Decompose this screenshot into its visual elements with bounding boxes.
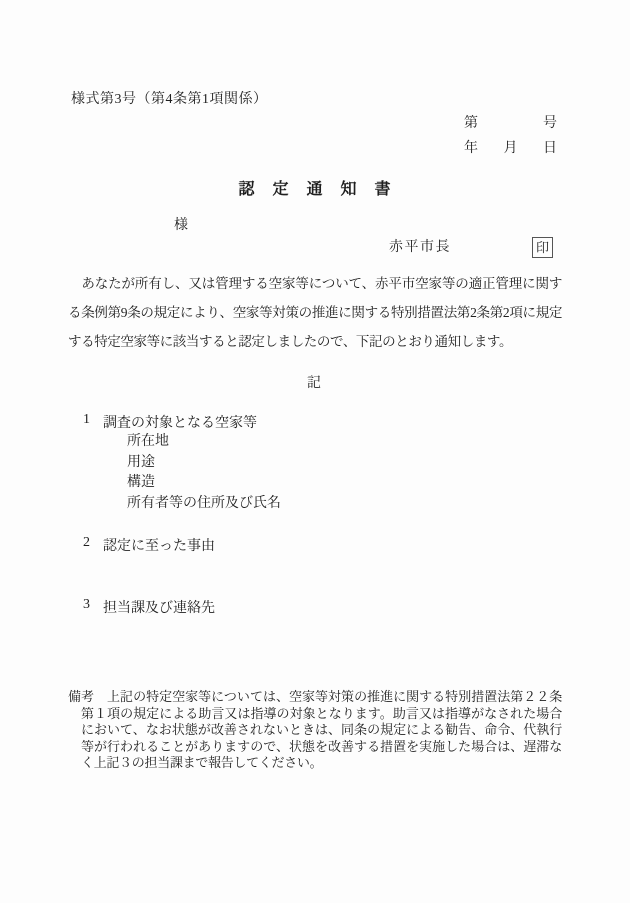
subitem-use: 用途 — [127, 454, 155, 470]
sender-name: 赤平市長 — [389, 240, 451, 255]
document-title: 認 定 通 知 書 — [238, 181, 392, 198]
subitem-structure: 構造 — [127, 475, 155, 490]
date-year-label: 年 — [464, 141, 478, 156]
item-2-label: 認定に至った事由 — [103, 539, 215, 554]
item-2-number: 2 — [83, 535, 90, 550]
item-1-subitem-list — [127, 432, 281, 514]
seal-mark: 印 — [535, 240, 549, 255]
section-marker-ki: 記 — [307, 376, 323, 391]
list-item-3 — [83, 597, 215, 617]
body-paragraph: あなたが所有し、又は管理する空家等について、赤平市空家等の適正管理に関する条例第9条の規定により、空家等対策の推進に関する特別措置法第2条第2項に規定する特定空家等に該当すると認定しましたので、下記のとおり通知します。 — [68, 276, 562, 349]
item-3-number: 3 — [83, 597, 90, 612]
list-item-1 — [83, 412, 257, 432]
date-month-label: 月 — [503, 141, 518, 156]
list-item-2 — [83, 535, 215, 555]
remarks-note: 備考 上記の特定空家等については、空家等対策の推進に関する特別措置法第２２条第１項の規定による助言又は指導の対象となります。助言又は指導がなされた場合において、なお状態が改善されないときは、同条の規定による勧告、命令、代執行等が行われることがありますので、状態を改善する措置を実施した場合は、遅滞なく上記３の担当課まで報告してください。 — [68, 689, 562, 770]
subitem-owner-address-name: 所有者等の住所及び氏名 — [127, 495, 281, 511]
seal-box — [532, 237, 553, 258]
item-1-label: 調査の対象となる空家等 — [103, 416, 257, 431]
form-number-label: 様式第3号（第4条第1項関係） — [71, 92, 268, 107]
date-line — [464, 137, 557, 157]
document-number-suffix: 号 — [543, 116, 557, 131]
subitem-location: 所在地 — [127, 434, 169, 449]
item-1-number: 1 — [83, 412, 90, 427]
document-number-line — [464, 112, 557, 132]
date-day-label: 日 — [543, 141, 557, 156]
addressee-honorific: 様 — [174, 218, 188, 233]
item-3-label: 担当課及び連絡先 — [103, 601, 215, 616]
document-number-prefix: 第 — [464, 116, 478, 131]
